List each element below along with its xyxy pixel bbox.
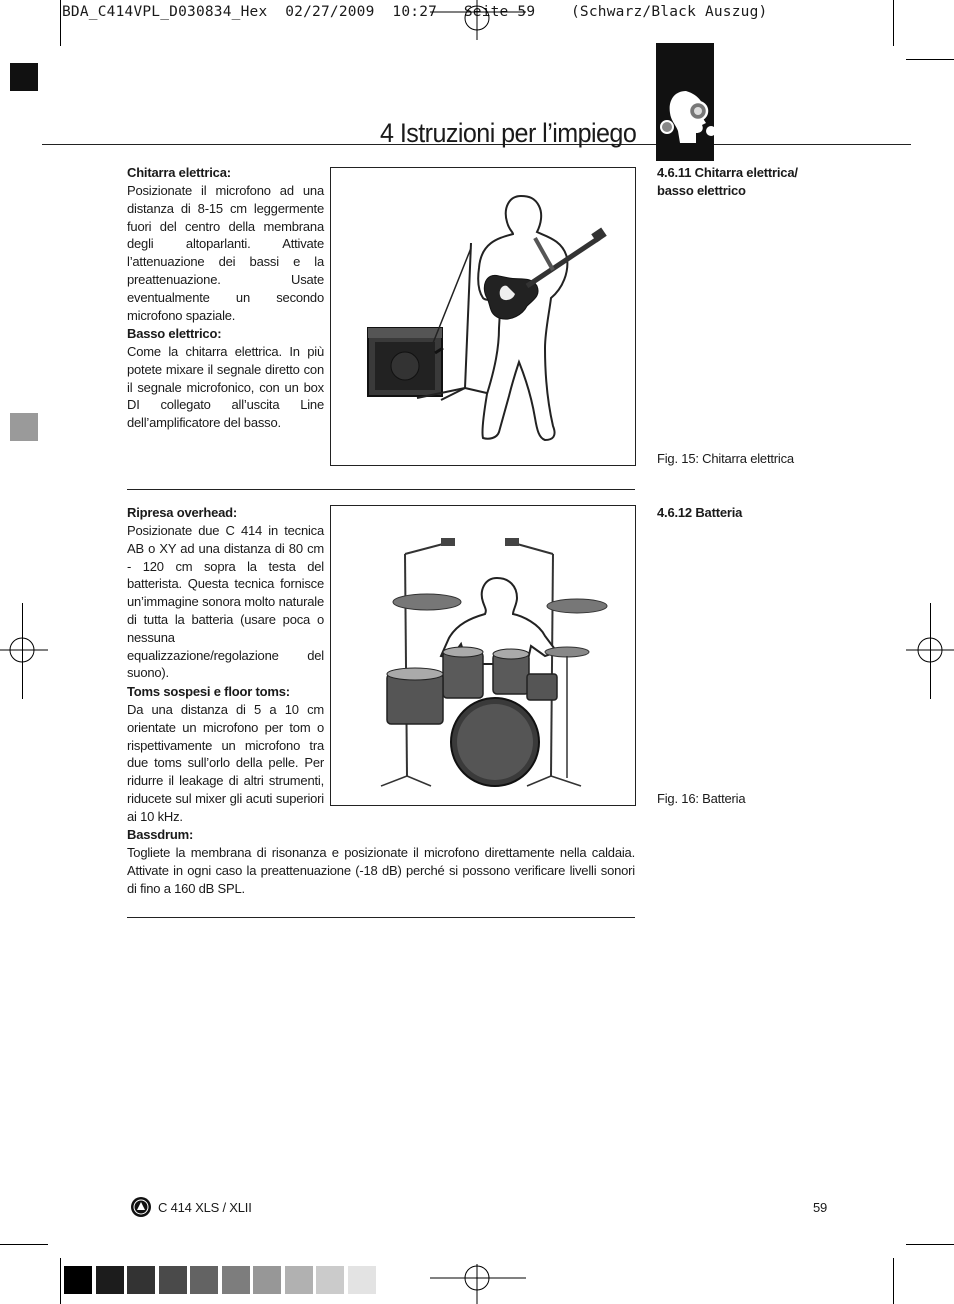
registration-mark-bottom [430,1264,526,1304]
color-swatch [96,1266,124,1294]
sidebar-heading-guitar-line2: basso elettrico [657,183,746,198]
akg-logo-icon [130,1196,152,1218]
color-swatch [316,1266,344,1294]
toms-heading: Toms sospesi e floor toms: [127,684,290,699]
figure-caption-guitar: Fig. 15: Chitarra elettrica [657,451,794,466]
color-swatch [127,1266,155,1294]
figure-electric-guitar [330,167,636,466]
page-number: 59 [812,1200,827,1215]
bassdrum-text: Togliete la membrana di risonanza e posizionate il microfono direttamente nella caldaia. Attivate in ogni caso la preattenuazione (-18 dB) perché si possono verificare livelli sonori di fino a 160 dB SPL. [127,845,635,896]
section-rule-2 [127,917,635,918]
section-rule-1 [127,489,635,490]
electric-guitar-text: Posizionate il microfono ad una distanza di 8-15 cm leggermente fuori del centro della membrana degli altoparlanti. Attivate l’attenuazione dei bassi e la preattenuazione. Usate eventualmente un secondo microfono spaziale. [127,183,324,323]
print-slug: BDA_C414VPL_D030834_Hex 02/27/2009 10:27 Seite 59 (Schwarz/Black Auszug) [62,4,768,20]
overhead-text: Posizionate due C 414 in tecnica AB o XY ad una distanza di 80 cm - 120 cm sopra la testa del batterista. Questa tecnica fornisce un’immagine sonora molto naturale di tutta la batteria (usare poca o nessuna equalizzazione/regolazione del suono). [127,523,324,681]
color-swatch [285,1266,313,1294]
footer-model: C 414 XLS / XLII [158,1200,252,1215]
registration-mark-right [906,620,954,684]
color-swatch [159,1266,187,1294]
chapter-title: 4 Istruzioni per l’impiego [380,118,637,148]
color-swatch [222,1266,250,1294]
registration-mark-top [430,0,526,40]
sidebar-heading-drums: 4.6.12 Batteria [657,505,743,520]
color-swatch [190,1266,218,1294]
figure-drum-kit [330,505,636,806]
sidebar-heading-guitar-line1: 4.6.11 Chitarra elettrica/ [657,165,798,180]
color-swatch [348,1266,376,1294]
toms-text: Da una distanza di 5 a 10 cm orientate un microfono per tom o rispettivamente un microfono tra due toms sull’orlo della pelle. Per ridurre il leakage di altri strumenti, riducete sul mixer gli acuti superiori ai 10 kHz. [127,702,324,824]
electric-guitar-heading: Chitarra elettrica: [127,165,231,180]
registration-mark-left [0,620,48,684]
gray-marker [10,413,38,441]
black-marker [10,63,38,91]
bassdrum-heading: Bassdrum: [127,827,194,842]
bass-text: Come la chitarra elettrica. In più potete mixare il segnale diretto con il segnale microfonico, con un box DI collegato all’uscita Line dell’amplificatore del basso. [127,344,324,431]
color-swatch [253,1266,281,1294]
overhead-heading: Ripresa overhead: [127,505,238,520]
bass-heading: Basso elettrico: [127,326,222,341]
chapter-headphone-icon [656,43,714,161]
figure-caption-drums: Fig. 16: Batteria [657,791,746,806]
color-swatch [64,1266,92,1294]
